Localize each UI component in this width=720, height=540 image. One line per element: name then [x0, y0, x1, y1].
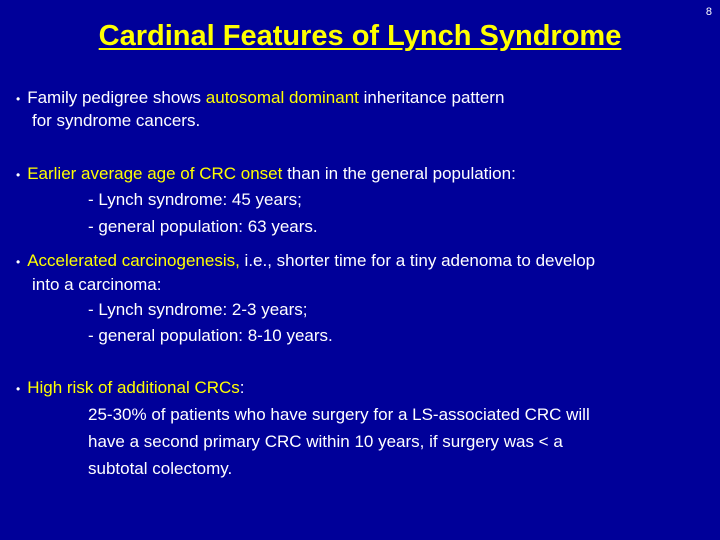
bullet-text: i.e., shorter time for a tiny adenoma to develop — [239, 251, 596, 270]
bullet-icon: • — [16, 382, 21, 396]
bullet-text: Family pedigree shows — [27, 88, 206, 107]
bullet-continuation: for syndrome cancers. — [32, 111, 201, 130]
bullet-text: than in the general population: — [282, 164, 516, 183]
slide-title: Cardinal Features of Lynch Syndrome — [98, 20, 622, 52]
bullet-item-2 — [16, 163, 516, 186]
sub-item: - general population: 63 years. — [88, 217, 318, 236]
sub-item: have a second primary CRC within 10 years, if surgery was < a — [88, 432, 563, 451]
bullet-highlight: Earlier average age of CRC onset — [27, 164, 283, 183]
bullet-text: inheritance pattern — [358, 88, 505, 107]
bullet-highlight: Accelerated carcinogenesis, — [27, 251, 240, 270]
sub-item: subtotal colectomy. — [88, 459, 233, 478]
bullet-highlight: autosomal dominant — [205, 88, 359, 107]
bullet-icon: • — [16, 92, 21, 106]
bullet-continuation: into a carcinoma: — [32, 275, 162, 294]
bullet-item-1 — [16, 87, 504, 110]
bullet-icon: • — [16, 168, 21, 182]
sub-item: 25-30% of patients who have surgery for a LS-associated CRC will — [88, 405, 590, 424]
bullet-item-4 — [16, 377, 245, 400]
sub-item: - Lynch syndrome: 2-3 years; — [88, 300, 308, 319]
sub-item: - general population: 8-10 years. — [88, 326, 333, 345]
bullet-text: : — [239, 378, 245, 397]
bullet-highlight: High risk of additional CRCs — [27, 378, 240, 397]
sub-item: - Lynch syndrome: 45 years; — [88, 190, 302, 209]
bullet-item-3 — [16, 250, 595, 273]
page-number: 8 — [705, 6, 712, 18]
bullet-icon: • — [16, 255, 21, 269]
